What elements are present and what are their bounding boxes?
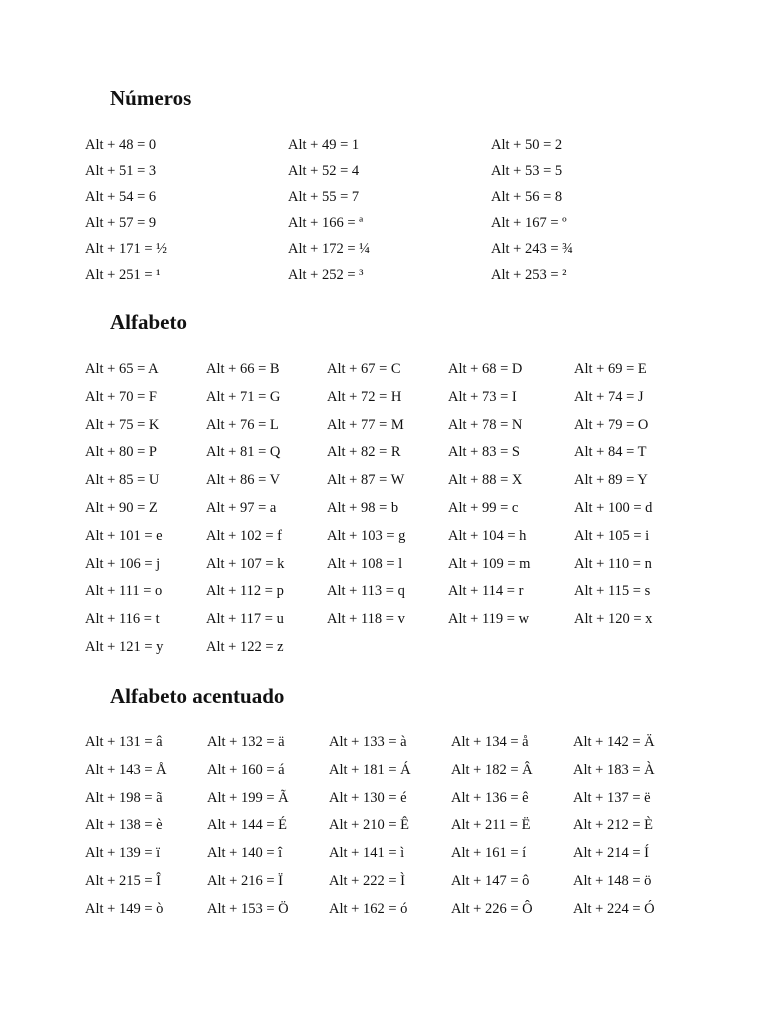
alt-code-entry: Alt + 251 = ¹ — [85, 267, 161, 283]
alt-code-entry: Alt + 54 = 6 — [85, 189, 157, 205]
alt-code-entry: Alt + 66 = B — [206, 361, 280, 377]
alt-code-entry: Alt + 224 = Ó — [573, 900, 655, 917]
section-title-alfabeto: Alfabeto — [110, 310, 187, 334]
alt-code-entry: Alt + 210 = Ê — [329, 817, 409, 834]
alt-code-entry: Alt + 211 = Ë — [451, 817, 531, 834]
alt-code-entry: Alt + 67 = C — [327, 361, 401, 377]
alt-code-entry: Alt + 142 = Ä — [573, 734, 655, 750]
alt-code-entry: Alt + 148 = ö — [573, 872, 652, 889]
alt-code-entry: Alt + 73 = I — [448, 388, 517, 405]
alt-code-entry: Alt + 160 = á — [207, 761, 285, 778]
alt-code-entry: Alt + 105 = i — [574, 527, 650, 544]
alt-code-entry: Alt + 115 = s — [574, 583, 651, 600]
alt-code-entry: Alt + 68 = D — [448, 361, 523, 377]
alt-code-entry: Alt + 48 = 0 — [85, 137, 157, 153]
alt-code-entry: Alt + 114 = r — [448, 583, 524, 600]
alt-code-entry: Alt + 112 = p — [206, 583, 284, 600]
alt-code-entry: Alt + 166 = ª — [288, 215, 364, 231]
alt-code-entry: Alt + 83 = S — [448, 444, 520, 461]
alt-code-entry: Alt + 76 = L — [206, 416, 279, 433]
alt-code-entry: Alt + 103 = g — [327, 527, 406, 544]
alt-code-entry: Alt + 222 = Ì — [329, 872, 405, 889]
alt-code-entry: Alt + 215 = Î — [85, 872, 161, 889]
alt-code-entry: Alt + 52 = 4 — [288, 163, 360, 179]
alt-code-entry: Alt + 104 = h — [448, 527, 527, 544]
alt-code-entry: Alt + 118 = v — [327, 611, 405, 628]
alt-code-entry: Alt + 161 = í — [451, 845, 527, 862]
alt-code-entry: Alt + 138 = è — [85, 817, 163, 834]
section-title-alfabeto-acentuado: Alfabeto acentuado — [110, 684, 285, 708]
alt-code-entry: Alt + 55 = 7 — [288, 189, 360, 205]
alt-code-entry: Alt + 69 = E — [574, 361, 647, 377]
alt-code-entry: Alt + 130 = é — [329, 789, 407, 806]
alt-code-entry: Alt + 106 = j — [85, 555, 161, 572]
alt-code-entry: Alt + 136 = ê — [451, 789, 529, 806]
alt-code-entry: Alt + 77 = M — [327, 416, 404, 433]
section-title-numeros: Números — [110, 86, 192, 110]
alt-code-entry: Alt + 199 = Ã — [207, 789, 289, 806]
alt-code-entry: Alt + 122 = z — [206, 638, 284, 655]
alt-code-entry: Alt + 120 = x — [574, 611, 653, 628]
alt-code-entry: Alt + 137 = ë — [573, 789, 651, 806]
alt-code-entry: Alt + 107 = k — [206, 555, 285, 572]
alt-code-entry: Alt + 53 = 5 — [491, 163, 563, 179]
alt-code-entry: Alt + 50 = 2 — [491, 137, 563, 153]
alt-code-entry: Alt + 99 = c — [448, 499, 519, 516]
alt-code-entry: Alt + 171 = ½ — [85, 241, 168, 257]
alt-code-entry: Alt + 57 = 9 — [85, 215, 157, 231]
alt-code-entry: Alt + 97 = a — [206, 499, 277, 516]
alt-code-entry: Alt + 214 = Í — [573, 845, 649, 862]
alt-code-entry: Alt + 80 = P — [85, 444, 157, 461]
alt-code-entry: Alt + 81 = Q — [206, 444, 281, 461]
alt-code-entry: Alt + 86 = V — [206, 472, 281, 489]
alt-code-entry: Alt + 131 = â — [85, 734, 163, 750]
alt-code-entry: Alt + 51 = 3 — [85, 163, 157, 179]
alt-code-entry: Alt + 226 = Ô — [451, 900, 533, 917]
alt-code-entry: Alt + 216 = Ï — [207, 872, 283, 889]
alt-code-entry: Alt + 172 = ¼ — [288, 241, 371, 257]
alt-code-entry: Alt + 144 = É — [207, 817, 287, 834]
alt-code-entry: Alt + 162 = ó — [329, 900, 408, 917]
alt-code-entry: Alt + 139 = ï — [85, 845, 161, 862]
alfabeto-grid — [85, 362, 674, 668]
alt-code-entry: Alt + 134 = å — [451, 734, 529, 750]
alt-code-entry: Alt + 49 = 1 — [288, 137, 360, 153]
alt-code-entry: Alt + 133 = à — [329, 734, 407, 750]
alfabeto-acentuado-grid — [85, 735, 673, 930]
alt-code-entry: Alt + 101 = e — [85, 527, 163, 544]
alt-code-entry: Alt + 253 = ² — [491, 267, 567, 283]
alt-code-entry: Alt + 78 = N — [448, 416, 523, 433]
alt-code-entry: Alt + 181 = Á — [329, 761, 411, 778]
alt-code-entry: Alt + 110 = n — [574, 555, 652, 572]
alt-code-entry: Alt + 102 = f — [206, 527, 282, 544]
alt-code-entry: Alt + 88 = X — [448, 472, 523, 489]
alt-code-entry: Alt + 140 = î — [207, 845, 283, 862]
alt-code-entry: Alt + 89 = Y — [574, 472, 648, 489]
alt-code-entry: Alt + 79 = O — [574, 416, 649, 433]
alt-code-entry: Alt + 90 = Z — [85, 499, 158, 516]
alt-code-entry: Alt + 252 = ³ — [288, 267, 364, 283]
alt-code-entry: Alt + 87 = W — [327, 472, 405, 489]
alt-code-entry: Alt + 100 = d — [574, 499, 653, 516]
alt-code-entry: Alt + 56 = 8 — [491, 189, 563, 205]
alt-code-entry: Alt + 117 = u — [206, 611, 284, 628]
alt-code-entry: Alt + 71 = G — [206, 388, 281, 405]
alt-code-entry: Alt + 153 = Ö — [207, 900, 289, 917]
alt-code-entry: Alt + 132 = ä — [207, 734, 285, 750]
alt-code-entry: Alt + 121 = y — [85, 638, 164, 655]
alt-code-entry: Alt + 98 = b — [327, 499, 399, 516]
alt-code-entry: Alt + 111 = o — [85, 583, 163, 600]
alt-code-entry: Alt + 119 = w — [448, 611, 530, 628]
numeros-grid — [85, 138, 691, 294]
alt-code-entry: Alt + 82 = R — [327, 444, 401, 461]
alt-code-entry: Alt + 84 = T — [574, 444, 647, 461]
alt-code-entry: Alt + 141 = ì — [329, 845, 405, 862]
alt-code-entry: Alt + 147 = ô — [451, 872, 530, 889]
alt-code-entry: Alt + 74 = J — [574, 388, 644, 405]
alt-code-entry: Alt + 72 = H — [327, 388, 402, 405]
alt-code-entry: Alt + 75 = K — [85, 416, 160, 433]
alt-code-entry: Alt + 212 = È — [573, 817, 653, 834]
alt-code-entry: Alt + 70 = F — [85, 388, 157, 405]
alt-code-entry: Alt + 143 = Å — [85, 761, 167, 778]
alt-code-entry: Alt + 116 = t — [85, 611, 160, 628]
alt-code-entry: Alt + 109 = m — [448, 555, 531, 572]
alt-code-entry: Alt + 167 = º — [491, 215, 567, 231]
alt-code-entry: Alt + 113 = q — [327, 583, 405, 600]
alt-code-entry: Alt + 85 = U — [85, 472, 160, 489]
alt-code-entry: Alt + 182 = Â — [451, 761, 533, 778]
alt-code-entry: Alt + 243 = ¾ — [491, 241, 574, 257]
alt-code-entry: Alt + 65 = A — [85, 361, 159, 377]
alt-code-entry: Alt + 183 = À — [573, 761, 655, 778]
alt-code-entry: Alt + 149 = ò — [85, 900, 164, 917]
alt-code-entry: Alt + 108 = l — [327, 555, 403, 572]
alt-code-entry: Alt + 198 = ã — [85, 789, 163, 806]
